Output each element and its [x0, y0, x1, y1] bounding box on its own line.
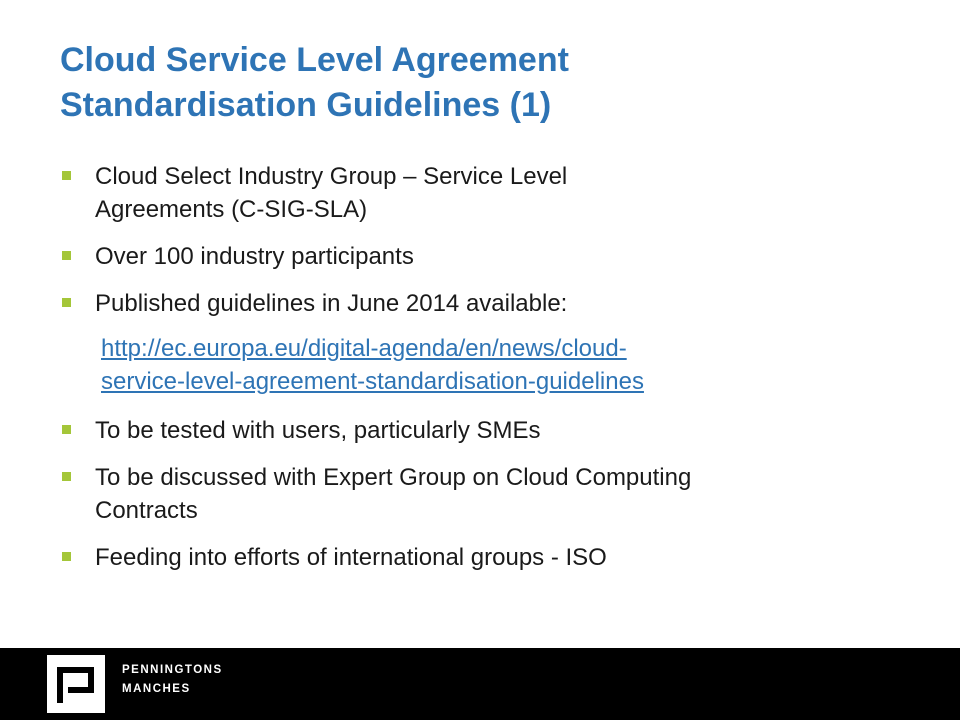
square-bullet-icon — [62, 552, 71, 561]
bullet-text: Published guidelines in June 2014 available: — [95, 290, 568, 317]
guidelines-link[interactable] — [101, 332, 930, 398]
slide-title-line-1: Cloud Service Level Agreement — [60, 41, 569, 79]
bullet-text: To be discussed with Expert Group on Cloud Computing — [95, 464, 692, 491]
bullet-item-iso — [60, 541, 930, 574]
square-bullet-icon — [62, 251, 71, 260]
bullet-item-smes — [60, 414, 930, 447]
bullet-text: Feeding into efforts of international groups - ISO — [95, 544, 607, 571]
guidelines-link-line-2: service-level-agreement-standardisation-guidelines — [101, 368, 644, 395]
logo-wordmark — [122, 661, 223, 699]
square-bullet-icon — [62, 298, 71, 307]
square-bullet-icon — [62, 425, 71, 434]
guidelines-link-block — [60, 332, 930, 398]
slide-title-line-2: Standardisation Guidelines (1) — [60, 86, 552, 124]
bullet-text: Over 100 industry participants — [95, 243, 414, 270]
pennington-p-logo-icon — [47, 655, 105, 713]
bullet-text: To be tested with users, particularly SMEs — [95, 417, 541, 444]
guidelines-link-line-1: http://ec.europa.eu/digital-agenda/en/news/cloud- — [101, 335, 627, 362]
slide-title — [60, 38, 920, 128]
bullet-text: Agreements (C-SIG-SLA) — [95, 196, 368, 223]
bullet-item-published-guidelines — [60, 287, 930, 320]
bullet-item-participants — [60, 240, 930, 273]
bullet-text: Cloud Select Industry Group – Service Level — [95, 163, 568, 190]
bullet-list — [60, 160, 930, 574]
bullet-item-c-sig-sla — [60, 160, 930, 226]
logo-text-line-2: MANCHES — [122, 683, 191, 695]
footer-bar — [0, 648, 960, 720]
square-bullet-icon — [62, 171, 71, 180]
bullet-text: Contracts — [95, 497, 198, 524]
square-bullet-icon — [62, 472, 71, 481]
bullet-item-expert-group — [60, 461, 930, 527]
logo-text-line-1: PENNINGTONS — [122, 664, 223, 676]
